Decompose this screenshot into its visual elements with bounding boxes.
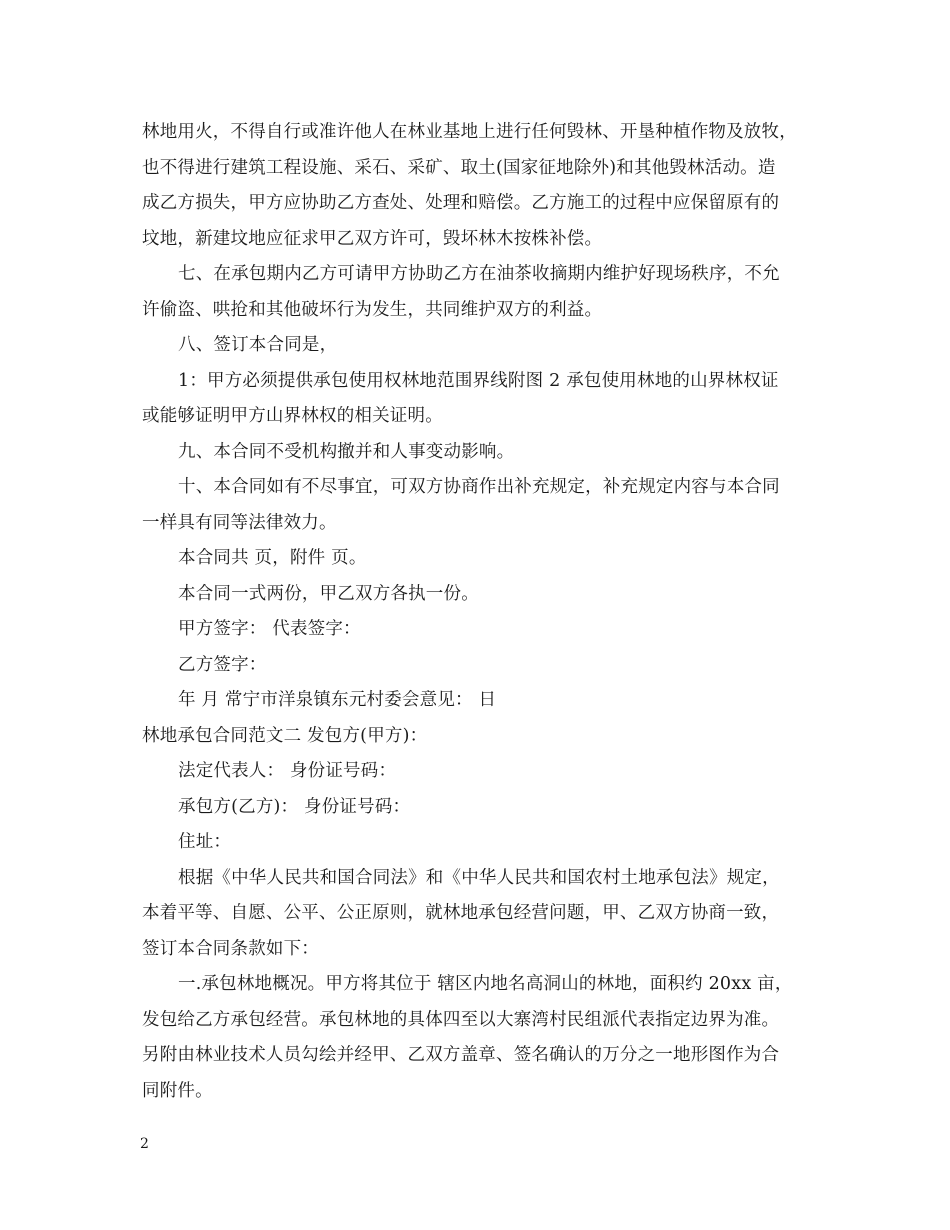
body-text-line: 发包给乙方承包经营。承包林地的具体四至以大寨湾村民组派代表指定边界为准。 [142, 1010, 780, 1030]
body-text-line: 一样具有同等法律效力。 [142, 513, 337, 533]
clause-10: 十、本合同如有不尽事宜，可双方协商作出补充规定，补充规定内容与本合同 [178, 477, 780, 497]
preamble-line: 根据《中华人民共和国合同法》和《中华人民共和国农村土地承包法》规定， [178, 868, 780, 888]
body-text-line: 成乙方损失，甲方应协助乙方查处、处理和赔偿。乙方施工的过程中应保留原有的 [142, 193, 780, 213]
clause-8-item-1: 1：甲方必须提供承包使用权林地范围界线附图 2 承包使用林地的山界林权证 [178, 371, 779, 391]
body-text-line: 本着平等、自愿、公平、公正原则，就林地承包经营问题，甲、乙双方协商一致， [142, 903, 780, 923]
clause-1: 一.承包林地概况。甲方将其位于 辖区内地名高洞山的林地，面积约 20xx 亩， [178, 974, 793, 994]
body-text-line: 同附件。 [142, 1081, 213, 1101]
party-a-signature-line: 甲方签字： 代表签字： [178, 619, 361, 639]
body-text-line: 也不得进行建筑工程设施、采石、采矿、取土(国家征地除外)和其他毁林活动。造 [142, 158, 776, 178]
contractor-line: 承包方(乙方)： 身份证号码： [178, 797, 411, 817]
body-text-line: 许偷盗、哄抢和其他破坏行为发生，共同维护双方的利益。 [142, 300, 603, 320]
legal-representative-line: 法定代表人： 身份证号码： [178, 761, 397, 781]
date-opinion-line: 年 月 常宁市洋泉镇东元村委会意见： 日 [178, 690, 497, 710]
page-count-line: 本合同共 页，附件 页。 [178, 548, 367, 568]
page-number: 2 [140, 1136, 149, 1152]
body-text-line: 签订本合同条款如下： [142, 939, 319, 959]
clause-7: 七、在承包期内乙方可请甲方协助乙方在油茶收摘期内维护好现场秩序，不允 [178, 264, 780, 284]
body-text-line: 林地用火，不得自行或准许他人在林业基地上进行任何毁林、开垦种植作物及放牧， [142, 122, 797, 142]
party-b-signature-line: 乙方签字： [178, 655, 267, 675]
body-text-line: 或能够证明甲方山界林权的相关证明。 [142, 406, 443, 426]
copies-line: 本合同一式两份，甲乙双方各执一份。 [178, 584, 479, 604]
body-text-line: 另附由林业技术人员勾绘并经甲、乙双方盖章、签名确认的万分之一地形图作为合 [142, 1045, 780, 1065]
section-title: 林地承包合同范文二 发包方(甲方)： [142, 726, 428, 746]
body-text-line: 坟地，新建坟地应征求甲乙双方许可，毁坏林木按株补偿。 [142, 229, 603, 249]
clause-9: 九、本合同不受机构撤并和人事变动影响。 [178, 442, 515, 462]
clause-8: 八、签订本合同是， [178, 335, 338, 355]
address-line: 住址： [178, 832, 232, 852]
